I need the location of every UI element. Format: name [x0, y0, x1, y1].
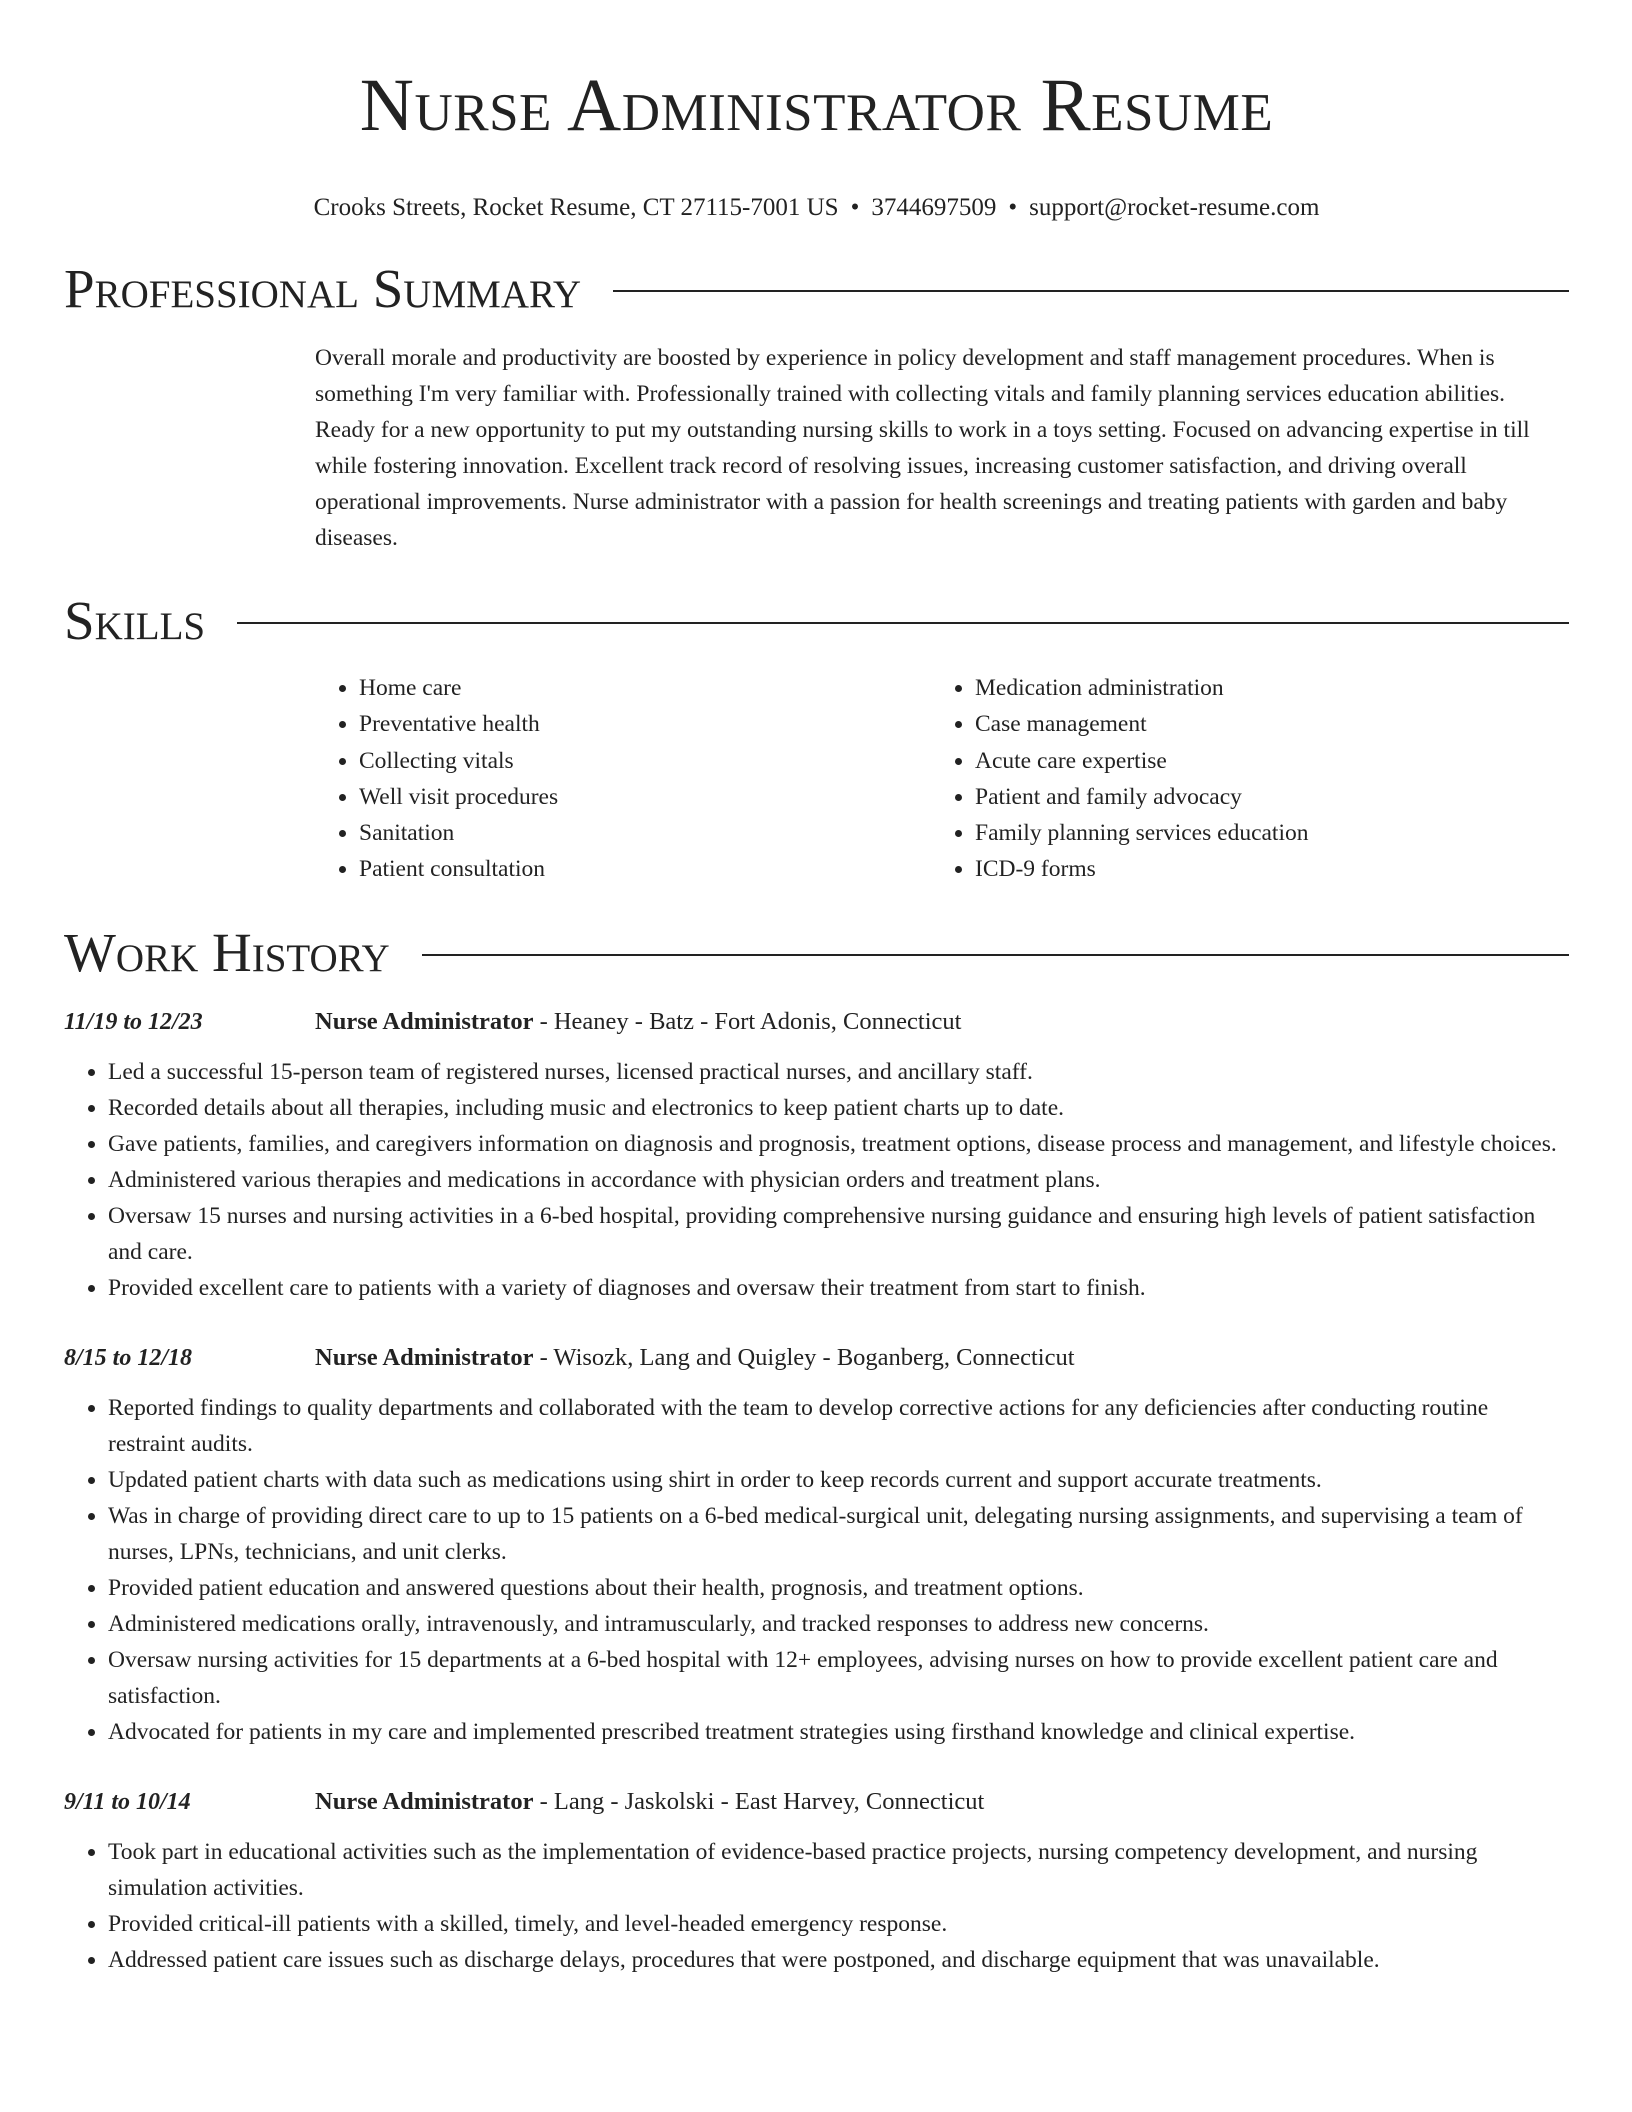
job-bullet: • Oversaw 15 nurses and nursing activities in a 6-bed hospital, providing comprehensive nursing guidance and ensuring high levels of patient satisfaction and care.	[108, 1198, 1569, 1270]
job-bullet: • Provided critical-ill patients with a skilled, timely, and level-headed emergency response.	[108, 1906, 1569, 1942]
skill-item: • Patient and family advocacy	[975, 779, 1547, 815]
job-bullet: • Recorded details about all therapies, including music and electronics to keep patient charts up to date.	[108, 1090, 1569, 1126]
contact-separator: •	[1008, 194, 1018, 221]
job-bullets	[64, 1390, 1569, 1750]
job-bullets	[64, 1054, 1569, 1306]
job-bullets	[64, 1834, 1569, 1978]
job-employer: - Wisozk, Lang and Quigley - Boganberg, Connecticut	[533, 1343, 1075, 1371]
job-entry	[64, 1784, 1569, 1978]
skills-column-right	[931, 670, 1547, 888]
resume-title: Nurse Administrator Resume	[359, 64, 1274, 147]
job-dates: 8/15 to 12/18	[64, 1344, 193, 1371]
job-header	[64, 1004, 1569, 1040]
summary-text: Overall morale and productivity are boosted by experience in policy development and staff management procedures. When is something I'm very familiar with. Professionally trained with collecting vitals and family planning services education abilities. Ready for a new opportunity to put my outstanding nursing skills to work in a toys setting. Focused on advancing expertise in till while fostering innovation. Excellent track record of resolving issues, increasing customer satisfaction, and driving overall operational improvements. Nurse administrator with a passion for health screenings and treating patients with garden and baby diseases.	[315, 345, 1530, 551]
job-title-line	[315, 1784, 984, 1820]
skill-item: • Home care	[359, 670, 931, 706]
job-bullet: • Advocated for patients in my care and implemented prescribed treatment strategies using firsthand knowledge and clinical expertise.	[108, 1714, 1569, 1750]
job-dates: 9/11 to 10/14	[64, 1788, 191, 1815]
job-bullet: • Oversaw nursing activities for 15 departments at a 6-bed hospital with 12+ employees, advising nurses on how to provide excellent patient care and satisfaction.	[108, 1642, 1569, 1714]
job-entry	[64, 1340, 1569, 1750]
job-title-line	[315, 1340, 1075, 1376]
job-bullet: • Administered various therapies and medications in accordance with physician orders and treatment plans.	[108, 1162, 1569, 1198]
contact-separator: •	[850, 194, 860, 221]
job-bullet: • Provided excellent care to patients with a variety of diagnoses and oversaw their treatment from start to finish.	[108, 1270, 1569, 1306]
contact-email: support@rocket-resume.com	[1029, 194, 1320, 221]
skill-item: • Well visit procedures	[359, 779, 931, 815]
job-bullet: • Updated patient charts with data such as medications using shirt in order to keep records current and support accurate treatments.	[108, 1462, 1569, 1498]
work-section-header	[64, 922, 1569, 984]
job-bullet: • Took part in educational activities such as the implementation of evidence-based practice projects, nursing competency development, and nursing simulation activities.	[108, 1834, 1569, 1906]
skill-item: • Family planning services education	[975, 815, 1547, 851]
job-title-line	[315, 1004, 961, 1040]
job-bullet: • Addressed patient care issues such as discharge delays, procedures that were postponed, and discharge equipment that was unavailable.	[108, 1942, 1569, 1978]
section-divider	[613, 290, 1569, 292]
job-employer: - Heaney - Batz - Fort Adonis, Connecticut	[533, 1007, 962, 1035]
job-bullet: • Provided patient education and answered questions about their health, prognosis, and treatment options.	[108, 1570, 1569, 1606]
section-divider	[237, 622, 1569, 624]
skill-item: • Preventative health	[359, 706, 931, 742]
contact-line	[64, 192, 1569, 224]
job-title: Nurse Administrator	[315, 1787, 534, 1815]
job-bullet: • Led a successful 15-person team of registered nurses, licensed practical nurses, and ancillary staff.	[108, 1054, 1569, 1090]
skill-item: • Acute care expertise	[975, 743, 1547, 779]
job-title: Nurse Administrator	[315, 1343, 534, 1371]
contact-address: Crooks Streets, Rocket Resume, CT 27115-7001 US	[313, 194, 839, 221]
resume-page	[64, 0, 1569, 1978]
contact-phone: 3744697509	[871, 194, 997, 221]
skill-item: • Collecting vitals	[359, 743, 931, 779]
job-bullet: • Was in charge of providing direct care to up to 15 patients on a 6-bed medical-surgical unit, delegating nursing assignments, and supervising a team of nurses, LPNs, technicians, and unit clerks.	[108, 1498, 1569, 1570]
job-employer: - Lang - Jaskolski - East Harvey, Connecticut	[533, 1787, 985, 1815]
skill-item: • Case management	[975, 706, 1547, 742]
skills-column-left	[315, 670, 931, 888]
section-divider	[422, 954, 1569, 956]
job-header	[64, 1784, 1569, 1820]
job-title: Nurse Administrator	[315, 1007, 534, 1035]
skills-section-header	[64, 590, 1569, 652]
skill-item: • Patient consultation	[359, 851, 931, 887]
job-bullet: • Administered medications orally, intravenously, and intramuscularly, and tracked responses to address new concerns.	[108, 1606, 1569, 1642]
skill-item: • Medication administration	[975, 670, 1547, 706]
summary-heading: Professional Summary	[64, 258, 582, 319]
job-header	[64, 1340, 1569, 1376]
work-heading: Work History	[64, 921, 390, 983]
job-entry	[64, 1004, 1569, 1306]
skill-item: • ICD-9 forms	[975, 851, 1547, 887]
skills-list	[315, 670, 1569, 888]
skill-item: • Sanitation	[359, 815, 931, 851]
job-bullet: • Reported findings to quality departments and collaborated with the team to develop corrective actions for any deficiencies after conducting routine restraint audits.	[108, 1390, 1569, 1462]
skills-heading: Skills	[64, 590, 206, 651]
job-dates: 11/19 to 12/23	[64, 1008, 203, 1035]
job-bullet: • Gave patients, families, and caregivers information on diagnosis and prognosis, treatment options, disease process and management, and lifestyle choices.	[108, 1126, 1569, 1162]
summary-section-header	[64, 258, 1569, 320]
